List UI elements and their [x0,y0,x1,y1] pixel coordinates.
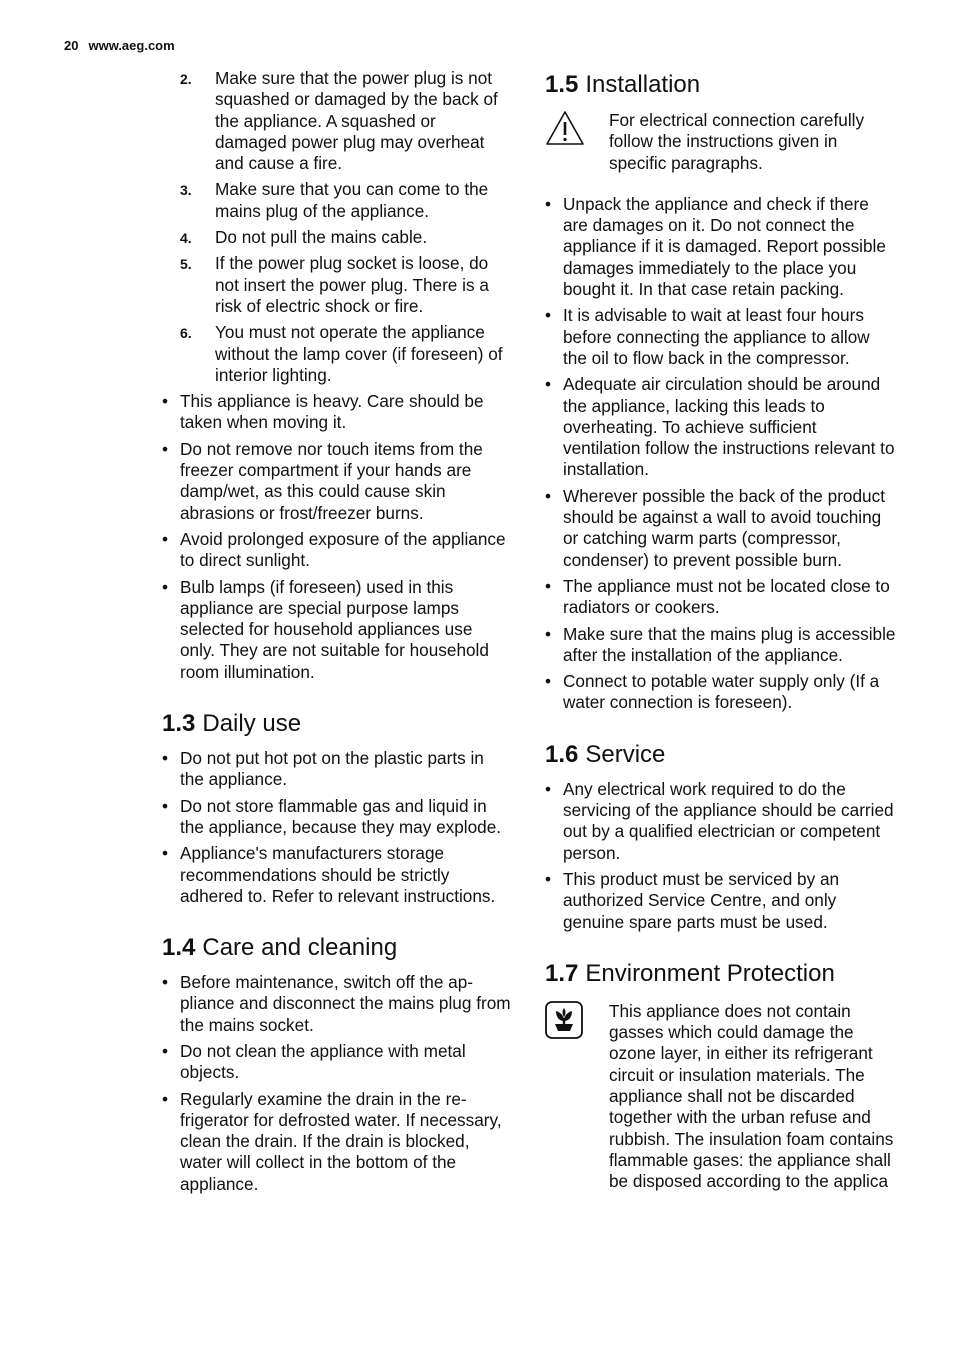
list-item: • Make sure that the mains plug is accessible after the installation of the appliance. [545,624,897,667]
list-item: • Bulb lamps (if foreseen) used in this appliance are special purpose lamps selected for household appliances use only. They are not suitable for household room illumination. [162,577,512,683]
list-item: • This product must be serviced by an authorized Service Centre, and only genuine spare parts must be used. [545,869,897,933]
section-heading-daily-use: 1.3 Daily use [162,710,302,738]
step-number: 4. [180,230,192,247]
list-item: • It is advisable to wait at least four hours before connecting the appliance to allow the oil to flow back in the compressor. [545,305,897,369]
numbered-steps [162,68,512,386]
installation-list [545,194,897,714]
step-number: 5. [180,256,192,273]
section-heading-environment: 1.7 Environment Protection [545,959,835,987]
left-column [162,68,512,1200]
list-item: • Appliance's manufacturers storage recommendations should be strictly adhered to. Refer to relevant instructions. [162,843,512,907]
page-header [64,38,175,53]
section-heading-care-cleaning: 1.4 Care and cleaning [162,934,398,962]
environment-notice [545,1001,897,1193]
list-item: • Avoid prolonged exposure of the appliance to direct sunlight. [162,529,512,572]
list-item: • Wherever possible the back of the product should be against a wall to avoid touching or catching warm parts (compressor, condenser) to prevent possible burn. [545,486,897,571]
step-number: 2. [180,71,192,87]
list-item: • Regularly examine the drain in the refrigerator for defrosted water. If necessary, clean the drain. If the drain is blocked, water will collect in the bottom of the appliance. [162,1089,512,1195]
step-number: 3. [180,182,192,199]
section-heading-installation: 1.5 Installation [545,71,701,98]
step-number: 6. [180,325,192,342]
warning-text: For electrical connection carefully follow the instructions given in specific paragraphs. [609,110,865,173]
list-item: 6. You must not operate the appliance without the lamp cover (if foreseen) of interior lighting. [180,322,503,385]
list-item: • Do not remove nor touch items from the freezer compartment if your hands are damp/wet, as this could cause skin abrasions or frost/freezer burns. [162,439,512,524]
list-item: • The appliance must not be located close to radiators or cookers. [545,576,897,619]
bullet-list [162,391,512,683]
list-item: • Do not store flammable gas and liquid in the appliance, because they may explode. [162,796,512,839]
care-list [162,972,512,1195]
list-item: • Do not put hot pot on the plastic parts in the appliance. [162,748,512,791]
environment-text: This appliance does not contain gasses which could damage the ozone layer, in either its refrigerant circuit or insulation materials. The appliance shall not be discarded together with the urban refuse and rubbish. The insulation foam contains flammable gases: the appliance shall be disposed according to the applica [609,1000,894,1192]
list-item: • Unpack the appliance and check if there are damages on it. Do not connect the appliance if it is damaged. Report possible damages immediately to the place you bought it. In that case retain packing. [545,194,897,300]
list-item: • Any electrical work required to do the servicing of the appliance should be carried out by a qualified electrician or competent person. [545,779,897,864]
service-list [545,779,897,933]
list-item: • Adequate air circulation should be around the appliance, lacking this leads to overheating. To achieve sufficient ventilation follow the instructions relevant to installation. [545,374,897,480]
list-item: • Do not clean the appliance with metal objects. [162,1041,512,1084]
header-url: www.aeg.com [88,38,175,53]
daily-use-list [162,748,512,907]
environment-plant-icon [545,1001,609,1193]
list-item: • Connect to potable water supply only (If a water connection is foreseen). [545,671,897,714]
list-item: • This appliance is heavy. Care should be taken when moving it. [162,391,512,434]
list-item: 3. Make sure that you can come to the mains plug of the appliance. [180,179,489,221]
list-item: 4. Do not pull the mains cable. [162,227,512,248]
section-heading-service: 1.6 Service [545,740,666,768]
list-item: • Before maintenance, switch off the appliance and disconnect the mains plug from the mains socket. [162,972,512,1036]
list-item: 2. Make sure that the power plug is not squashed or damaged by the back of the appliance. A squashed or damaged power plug may overheat and cause a fire. [180,68,498,174]
warning-notice [545,110,897,174]
list-item: 5. If the power plug socket is loose, do not insert the power plug. There is a risk of electric shock or fire. [180,253,489,316]
right-column [545,68,897,1212]
page-number: 20 [64,38,79,53]
warning-triangle-icon [545,110,609,174]
